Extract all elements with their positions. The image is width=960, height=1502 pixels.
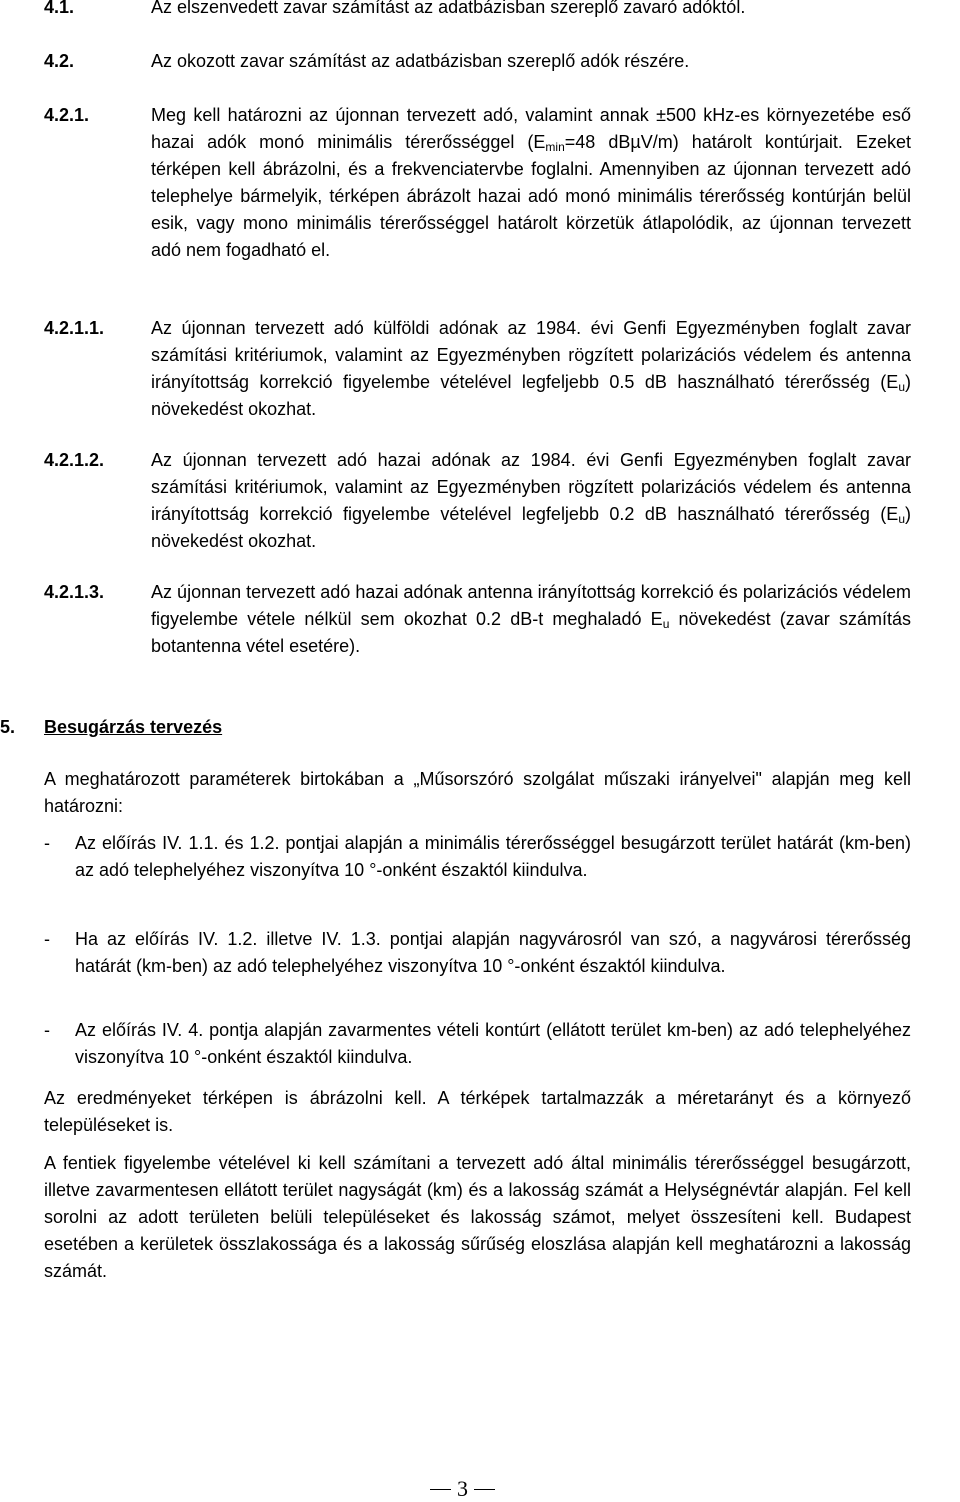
item-number: 4.2. [44, 51, 75, 71]
section-title: Besugárzás tervezés [44, 717, 223, 737]
item-text: Az elszenvedett zavar számítást az adatbázisban szereplő zavaró adóktól. [151, 0, 746, 17]
item-text [151, 579, 911, 660]
subscript: u [898, 512, 905, 526]
text-part: Az újonnan tervezett adó hazai adónak antenna irányítottság korrekció és polarizációs védelem figyelembe vétele nélkül sem okozhat 0.2 dB-t meghaladó E [151, 582, 911, 629]
item-text [151, 447, 911, 555]
paragraph: A fentiek figyelembe vételével ki kell számítani a tervezett adó által minimális térerősséggel besugárzott, illetve zavarmentesen ellátott terület nagyságát (km) és a lakosság számát a Helységnévtár alapján. Fel kell sorolni az adott területen belüli településeket és lakosság számot, melyet összesíteni kell. Budapest esetében a kerületek összlakossága és a lakosság sűrűség eloszlása alapján kell meghatározni a lakosság számát. [44, 1153, 911, 1281]
subscript: u [898, 380, 905, 394]
text-part: Az újonnan tervezett adó külföldi adónak az 1984. évi Genfi Egyezményben foglalt zavar számítási kritériumok, valamint az Egyezményben rögzített polarizációs védelem és antenna irányítottság korrekció figyelembe vételével legfeljebb 0.5 dB használható térerősség (E [151, 318, 911, 392]
bullet-dash: - [44, 929, 50, 949]
footer-dash [430, 1489, 451, 1490]
item-text [151, 315, 911, 423]
text-part: ) növekedést okozhat. [151, 372, 911, 419]
bullet-text: Ha az előírás IV. 1.2. illetve IV. 1.3. pontjai alapján nagyvárosról van szó, a nagyvárosi térerősség határát (km-ben) az adó telephelyéhez viszonyítva 10 °-onként északtól kiindulva. [75, 929, 911, 976]
bullet-dash: - [44, 1020, 50, 1040]
item-number: 4.2.1.3. [44, 582, 105, 602]
section-number: 5. [0, 717, 16, 737]
page-number-value: 3 [457, 1476, 468, 1501]
item-text: Az okozott zavar számítást az adatbázisban szereplő adók részére. [151, 51, 690, 71]
bullet-text: Az előírás IV. 1.1. és 1.2. pontjai alapján a minimális térerősséggel besugárzott terület határát (km-ben) az adó telephelyéhez viszonyítva 10 °-onként északtól kiindulva. [75, 833, 911, 880]
subscript: min [545, 140, 565, 154]
intro-paragraph: A meghatározott paraméterek birtokában a „Műsorszóró szolgálat műszaki irányelvei" alapján meg kell határozni: [44, 769, 911, 816]
item-number: 4.2.1.1. [44, 318, 105, 338]
text-part: =48 dBµV/m) határolt kontúrjait. Ezeket térképen kell ábrázolni, és a frekvenciatervbe foglalni. Amennyiben az újonnan tervezett adó telephelye bármelyik, térképen ábrázolt hazai adó monó minimális térerősség kontúrján belül esik, vagy mono minimális térerősséggel határolt körzetük átlapolódik, az újonnan tervezett adó nem fogadható el. [151, 132, 911, 260]
text-part: növekedést (zavar számítás botantenna vétel esetére). [151, 609, 911, 656]
item-text [151, 102, 911, 264]
text-part: Meg kell határozni az újonnan tervezett adó, valamint annak ±500 kHz-es környezetébe eső hazai adók monó minimális térerősséggel (E [151, 105, 911, 152]
subscript: u [662, 617, 670, 631]
page-number [430, 1475, 495, 1502]
item-number: 4.2.1. [44, 105, 90, 125]
item-number: 4.1. [44, 0, 75, 17]
paragraph: Az eredményeket térképen is ábrázolni kell. A térképek tartalmazzák a méretarányt és a környező településeket is. [44, 1088, 911, 1135]
bullet-text: Az előírás IV. 4. pontja alapján zavarmentes vételi kontúrt (ellátott terület km-ben) az adó telephelyéhez viszonyítva 10 °-onként északtól kiindulva. [75, 1020, 911, 1067]
bullet-dash: - [44, 833, 50, 853]
text-part: Az újonnan tervezett adó hazai adónak az 1984. évi Genfi Egyezményben foglalt zavar számítási kritériumok, valamint az Egyezményben rögzített polarizációs védelem és antenna irányítottság korrekció figyelembe vételével legfeljebb 0.2 dB használható térerősség (E [151, 450, 911, 524]
footer-dash [474, 1489, 495, 1490]
text-part: ) növekedést okozhat. [151, 504, 911, 551]
item-number: 4.2.1.2. [44, 450, 105, 470]
